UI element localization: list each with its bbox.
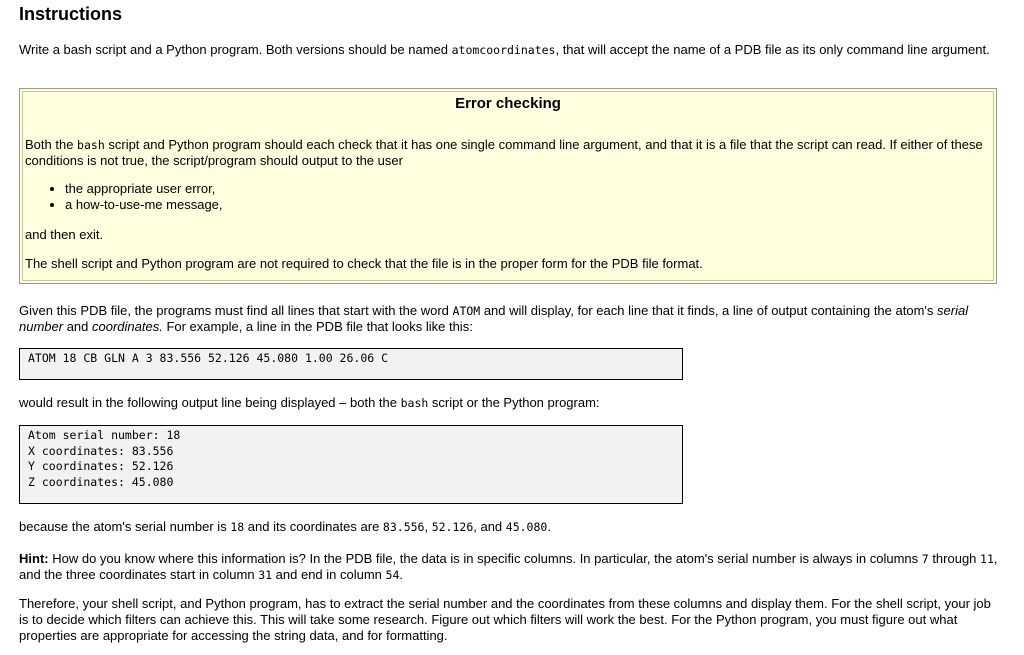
given-text: Given this PDB file, the programs must find all lines that start with the word xyxy=(19,303,453,318)
given-paragraph xyxy=(19,303,999,335)
error-paragraph-1 xyxy=(25,137,987,169)
bash-code: bash xyxy=(400,396,429,410)
column-code: 11 xyxy=(980,552,994,566)
would-result-paragraph xyxy=(19,395,999,411)
would-result-text-2: script or the Python program: xyxy=(428,395,600,410)
intro-paragraph xyxy=(19,42,999,58)
would-result-text: would result in the following output line being displayed – both the xyxy=(19,395,401,410)
hint-end: . xyxy=(399,567,404,582)
list-item: • the appropriate user error, xyxy=(65,181,223,197)
hint-text-4: and end in column xyxy=(272,567,386,582)
bash-code: bash xyxy=(77,138,105,152)
error-list xyxy=(25,181,223,213)
atom-code: ATOM xyxy=(452,304,481,318)
output-line: Atom serial number: 18 xyxy=(28,428,181,442)
hint-text-2: through xyxy=(928,551,981,566)
error-text-2: script and Python program should each check that it has one single command line argument, and that it is a file that the script can read. If either of these conditions is not true, the script/program should output to the user xyxy=(25,137,983,168)
serial-number-emphasis: serial number xyxy=(19,303,969,334)
because-sep-2: , and xyxy=(473,519,506,534)
because-end: . xyxy=(547,519,551,534)
column-code: 31 xyxy=(258,568,273,582)
hint-label: Hint: xyxy=(19,551,49,566)
given-text-4: For example, a line in the PDB file that looks like this: xyxy=(162,319,473,334)
column-code: 7 xyxy=(921,552,929,566)
error-paragraph-2: and then exit. xyxy=(25,227,104,242)
y-code: 52.126 xyxy=(431,520,474,534)
error-text: Both the xyxy=(25,137,78,152)
column-code: 54 xyxy=(385,568,400,582)
therefore-paragraph: Therefore, your shell script, and Python program, has to extract the serial number and the coordinates from these columns and display them. For the shell script, your job is to decide which filters can achieve this. This will take some research. Figure out which filters will work the best. For the Python program, you must figure out what properties are appropriate for accessing the string data, and for formatting. xyxy=(19,596,991,643)
error-checking-box xyxy=(19,88,997,284)
intro-text: Write a bash script and a Python program. Both versions should be named xyxy=(19,42,452,57)
given-text-2: and will display, for each line that it finds, a line of output containing the atom's xyxy=(480,303,938,318)
x-code: 83.556 xyxy=(382,520,425,534)
because-text-2: and its coordinates are xyxy=(244,519,383,534)
z-code: 45.080 xyxy=(505,520,548,534)
hint-text: How do you know where this information is? In the PDB file, the data is in specific columns. In particular, the atom's serial number is always in columns xyxy=(48,551,922,566)
output-codebox xyxy=(19,425,683,504)
output-line: Z coordinates: 45.080 xyxy=(28,474,174,489)
intro-code: atomcoordinates xyxy=(451,43,556,57)
because-text: because the atom's serial number is xyxy=(19,519,231,534)
given-text-3: and xyxy=(63,319,92,334)
because-paragraph xyxy=(19,519,999,535)
error-checking-heading: Error checking xyxy=(455,95,561,112)
list-item: • a how-to-use-me message, xyxy=(65,197,223,213)
page-title: Instructions xyxy=(19,4,123,24)
coordinates-emphasis: coordinates. xyxy=(92,319,163,334)
output-line: Y coordinates: 52.126 xyxy=(28,459,174,473)
output-line: X coordinates: 83.556 xyxy=(28,443,174,458)
intro-text-end: , that will accept the name of a PDB file as its only command line argument. xyxy=(555,42,990,57)
error-paragraph-3: The shell script and Python program are not required to check that the file is in the proper form for the PDB file format. xyxy=(25,256,703,271)
pdb-line-codebox: ATOM 18 CB GLN A 3 83.556 52.126 45.080 1.00 26.06 C xyxy=(19,348,683,380)
hint-text-3: , and the three coordinates start in column xyxy=(19,551,998,582)
hint-paragraph xyxy=(19,551,999,583)
because-sep: , xyxy=(424,519,432,534)
serial-code: 18 xyxy=(230,520,245,534)
